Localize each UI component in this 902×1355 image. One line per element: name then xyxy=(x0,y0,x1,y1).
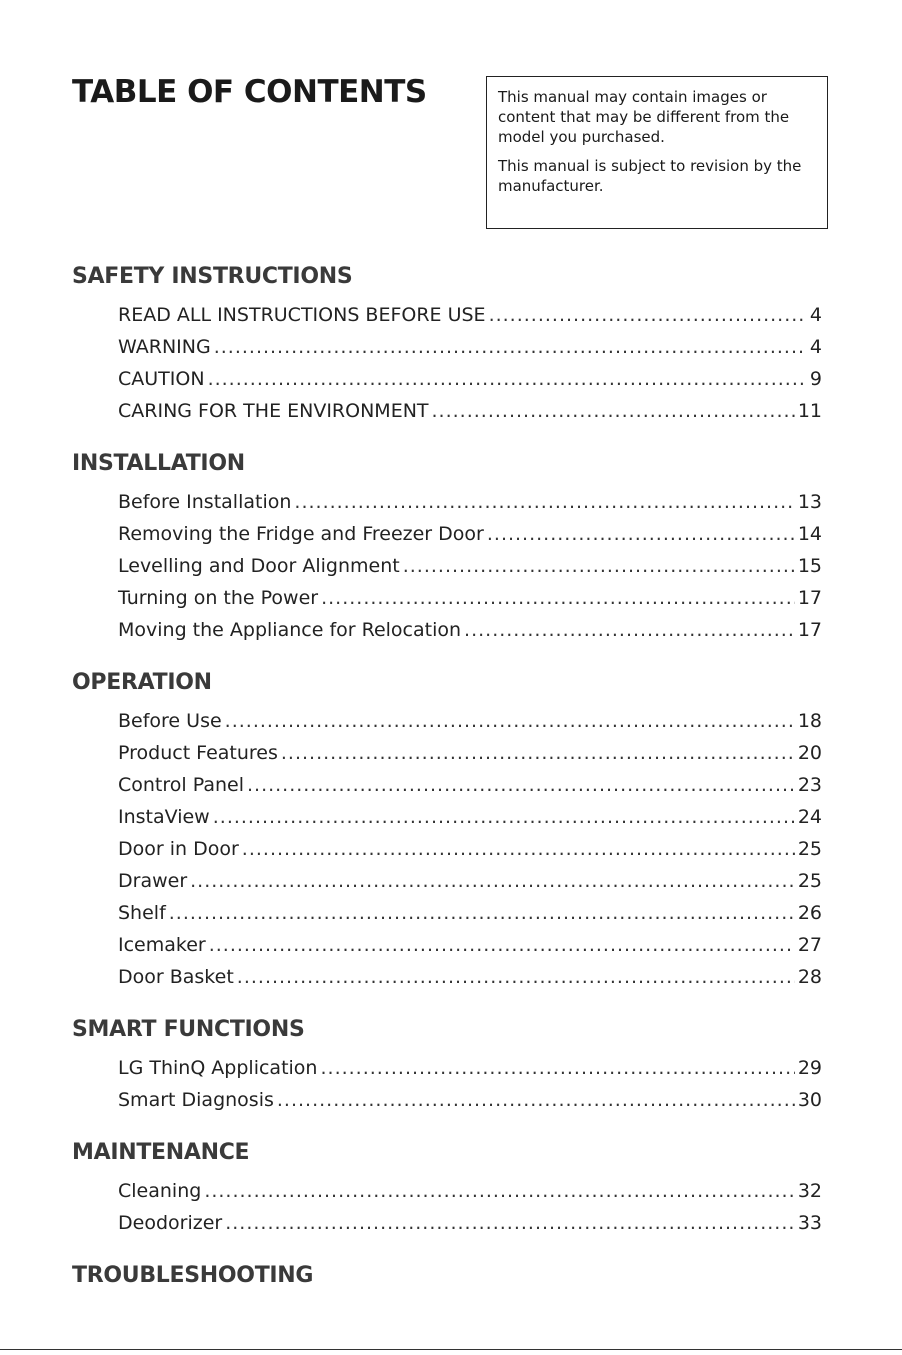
toc-entry-page: 27 xyxy=(797,934,822,956)
disclaimer-text-images: This manual may contain images or content that may be different from the model you purchased. xyxy=(498,88,790,146)
toc-entry-page: 24 xyxy=(797,806,822,828)
toc-entry-page: 20 xyxy=(797,742,822,764)
toc-entry-label: Before Installation xyxy=(118,491,292,513)
toc-entry-page: 23 xyxy=(797,774,822,796)
dot-leader xyxy=(225,1207,795,1239)
toc-entry-label: Cleaning xyxy=(118,1180,202,1202)
dot-leader xyxy=(190,865,795,897)
dot-leader xyxy=(277,1084,795,1116)
dot-leader xyxy=(432,395,795,427)
toc-entry-label: Door Basket xyxy=(118,966,234,988)
section-title: MAINTENANCE xyxy=(72,1140,250,1165)
toc-entry-control-panel[interactable] xyxy=(118,769,822,801)
dot-leader xyxy=(242,833,795,865)
toc-entry-page: 26 xyxy=(797,902,822,924)
toc-entry-icemaker[interactable] xyxy=(118,929,822,961)
toc-entry-label: Door in Door xyxy=(118,838,239,860)
toc-entry-caring-for-environment[interactable] xyxy=(118,395,822,427)
dot-leader xyxy=(169,897,795,929)
section-maintenance xyxy=(72,1136,822,1239)
dot-leader xyxy=(213,801,795,833)
dot-leader xyxy=(225,705,795,737)
dot-leader xyxy=(487,518,795,550)
toc-entry-page: 9 xyxy=(809,368,822,390)
toc-entry-label: READ ALL INSTRUCTIONS BEFORE USE xyxy=(118,304,486,326)
dot-leader xyxy=(237,961,795,993)
toc-entry-page: 17 xyxy=(797,619,822,641)
toc-entry-moving-appliance[interactable] xyxy=(118,614,822,646)
dot-leader xyxy=(281,737,795,769)
dot-leader xyxy=(208,363,807,395)
section-title: INSTALLATION xyxy=(72,451,245,476)
toc-entry-instaview[interactable] xyxy=(118,801,822,833)
toc-entry-label: WARNING xyxy=(118,336,211,358)
toc-entry-page: 4 xyxy=(809,336,822,358)
dot-leader xyxy=(247,769,795,801)
toc-entry-page: 15 xyxy=(797,555,822,577)
toc-entry-read-all-instructions[interactable] xyxy=(118,299,822,331)
toc-entry-page: 13 xyxy=(797,491,822,513)
toc-entry-label: Product Features xyxy=(118,742,278,764)
toc-entry-door-basket[interactable] xyxy=(118,961,822,993)
toc-entry-label: Turning on the Power xyxy=(118,587,319,609)
toc-entry-shelf[interactable] xyxy=(118,897,822,929)
toc-entry-page: 25 xyxy=(797,838,822,860)
toc-entry-page: 25 xyxy=(797,870,822,892)
toc-entry-label: Moving the Appliance for Relocation xyxy=(118,619,462,641)
toc-entry-page: 33 xyxy=(797,1212,822,1234)
toc-entry-deodorizer[interactable] xyxy=(118,1207,822,1239)
table-of-contents xyxy=(72,260,822,1313)
toc-entry-product-features[interactable] xyxy=(118,737,822,769)
section-operation xyxy=(72,666,822,993)
toc-entry-before-installation[interactable] xyxy=(118,486,822,518)
section-title: OPERATION xyxy=(72,670,212,695)
toc-entry-page: 32 xyxy=(797,1180,822,1202)
toc-entry-cleaning[interactable] xyxy=(118,1175,822,1207)
toc-entry-warning[interactable] xyxy=(118,331,822,363)
dot-leader xyxy=(321,582,795,614)
dot-leader xyxy=(294,486,794,518)
page-title: TABLE OF CONTENTS xyxy=(72,74,427,110)
toc-entry-lg-thinq[interactable] xyxy=(118,1052,822,1084)
toc-entry-page: 29 xyxy=(797,1057,822,1079)
toc-entry-label: Icemaker xyxy=(118,934,206,956)
toc-entry-page: 17 xyxy=(797,587,822,609)
toc-entry-label: Smart Diagnosis xyxy=(118,1089,274,1111)
toc-entry-page: 11 xyxy=(797,400,822,422)
dot-leader xyxy=(209,929,795,961)
toc-entry-page: 14 xyxy=(797,523,822,545)
section-title[interactable]: TROUBLESHOOTING xyxy=(72,1263,314,1288)
toc-entry-label: Drawer xyxy=(118,870,188,892)
disclaimer-text-revision: This manual is subject to revision by the manufacturer. xyxy=(498,157,802,195)
toc-entry-smart-diagnosis[interactable] xyxy=(118,1084,822,1116)
section-smart-functions xyxy=(72,1013,822,1116)
toc-entry-label: CAUTION xyxy=(118,368,205,390)
toc-entry-label: Control Panel xyxy=(118,774,244,796)
dot-leader xyxy=(403,550,795,582)
toc-entry-turning-on-power[interactable] xyxy=(118,582,822,614)
toc-entry-label: LG ThinQ Application xyxy=(118,1057,318,1079)
toc-entry-page: 30 xyxy=(797,1089,822,1111)
toc-entry-caution[interactable] xyxy=(118,363,822,395)
section-title: SMART FUNCTIONS xyxy=(72,1017,305,1042)
toc-entry-label: Levelling and Door Alignment xyxy=(118,555,400,577)
toc-entry-label: Shelf xyxy=(118,902,166,924)
toc-entry-removing-doors[interactable] xyxy=(118,518,822,550)
disclaimer-box xyxy=(486,76,828,229)
dot-leader xyxy=(489,299,807,331)
toc-entry-levelling[interactable] xyxy=(118,550,822,582)
dot-leader xyxy=(204,1175,795,1207)
toc-entry-label: Removing the Fridge and Freezer Door xyxy=(118,523,484,545)
toc-entry-door-in-door[interactable] xyxy=(118,833,822,865)
toc-entry-page: 18 xyxy=(797,710,822,732)
toc-entry-label: CARING FOR THE ENVIRONMENT xyxy=(118,400,429,422)
toc-entry-label: InstaView xyxy=(118,806,210,828)
section-installation xyxy=(72,447,822,646)
dot-leader xyxy=(214,331,807,363)
dot-leader xyxy=(464,614,795,646)
dot-leader xyxy=(320,1052,794,1084)
toc-entry-label: Before Use xyxy=(118,710,222,732)
toc-entry-page: 4 xyxy=(809,304,822,326)
section-safety-instructions xyxy=(72,260,822,427)
page-bottom-rule xyxy=(0,1349,902,1350)
section-title: SAFETY INSTRUCTIONS xyxy=(72,264,353,289)
toc-entry-before-use[interactable] xyxy=(118,705,822,737)
toc-entry-drawer[interactable] xyxy=(118,865,822,897)
section-troubleshooting xyxy=(72,1259,822,1293)
toc-entry-page: 28 xyxy=(797,966,822,988)
toc-entry-label: Deodorizer xyxy=(118,1212,223,1234)
